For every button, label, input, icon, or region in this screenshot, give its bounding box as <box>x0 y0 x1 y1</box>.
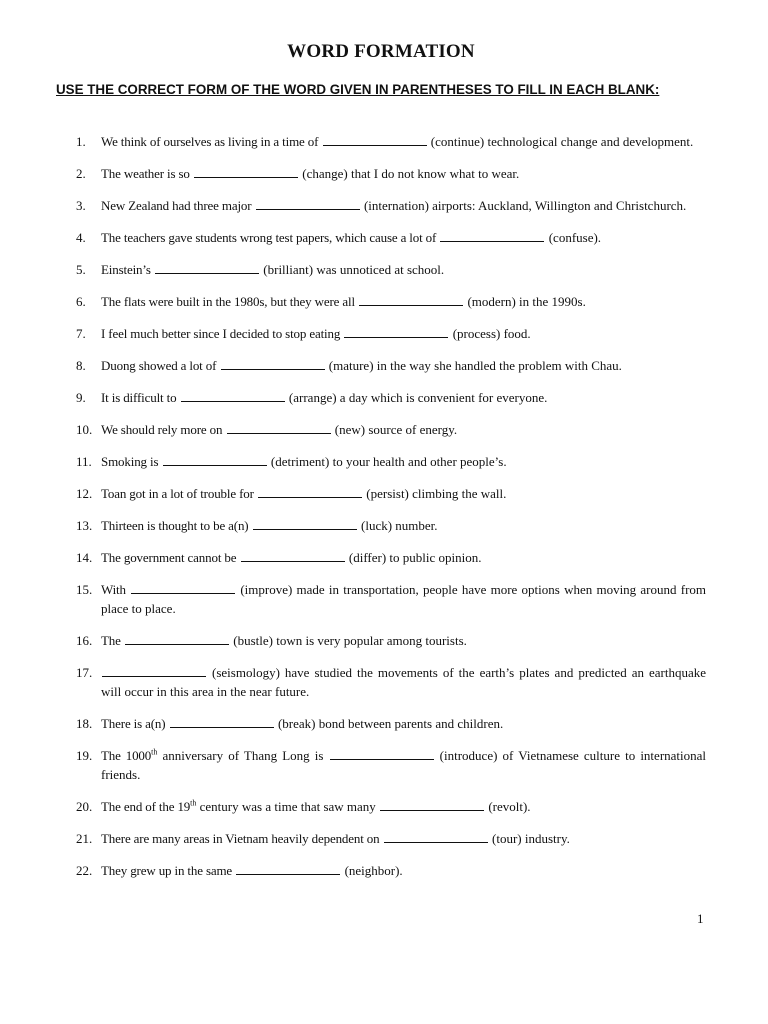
question-number: 21. <box>76 831 93 846</box>
question-suffix: (neighbor). <box>344 863 403 878</box>
question-prefix: With <box>101 582 126 597</box>
question-text <box>101 454 507 469</box>
answer-blank[interactable] <box>241 549 345 562</box>
question-prefix: Thirteen is thought to be a(n) <box>101 518 249 533</box>
answer-blank[interactable] <box>194 165 298 178</box>
answer-blank[interactable] <box>256 197 360 210</box>
instructions-heading: USE THE CORRECT FORM OF THE WORD GIVEN IN PARENTHESES TO FILL IN EACH BLANK: <box>56 82 660 97</box>
question-item <box>56 516 706 535</box>
question-suffix: (mature) in the way she handled the problem with Chau. <box>328 358 622 373</box>
question-prefix: The teachers gave students wrong test papers, which cause a lot of <box>101 230 437 245</box>
answer-blank[interactable] <box>170 715 274 728</box>
answer-blank[interactable] <box>359 293 463 306</box>
question-number: 22. <box>76 863 93 878</box>
question-prefix: We think of ourselves as living in a time of <box>101 134 319 149</box>
answer-blank[interactable] <box>102 664 206 677</box>
answer-blank[interactable] <box>440 229 544 242</box>
question-number: 6. <box>76 294 86 309</box>
question-prefix-continued: century was a time that saw many <box>199 799 376 814</box>
question-prefix: There are many areas in Vietnam heavily dependent on <box>101 831 380 846</box>
question-suffix: (revolt). <box>488 799 531 814</box>
question-text <box>101 486 506 501</box>
question-suffix: (arrange) a day which is convenient for everyone. <box>288 390 548 405</box>
question-number: 10. <box>76 422 93 437</box>
question-number: 18. <box>76 716 93 731</box>
answer-blank[interactable] <box>125 632 229 645</box>
question-suffix: (new) source of energy. <box>334 422 458 437</box>
question-number: 13. <box>76 518 93 533</box>
question-item <box>56 548 706 567</box>
question-number: 19. <box>76 748 93 763</box>
question-text <box>101 262 444 277</box>
question-item <box>56 356 706 375</box>
answer-blank[interactable] <box>163 453 267 466</box>
question-suffix: (break) bond between parents and children. <box>277 716 504 731</box>
question-suffix: (seismology) have studied the movements of the earth’s plates and predicted an earthquake will occur in this area in the near future. <box>101 665 707 699</box>
answer-blank[interactable] <box>258 485 362 498</box>
question-number: 16. <box>76 633 93 648</box>
question-prefix: There is a(n) <box>101 716 166 731</box>
question-item <box>56 452 706 471</box>
question-text <box>101 863 403 878</box>
question-prefix: New Zealand had three major <box>101 198 252 213</box>
question-item <box>56 861 706 880</box>
question-prefix: They grew up in the same <box>101 863 233 878</box>
question-text <box>101 748 706 782</box>
answer-blank[interactable] <box>236 862 340 875</box>
question-number: 12. <box>76 486 93 501</box>
answer-blank[interactable] <box>330 747 434 760</box>
answer-blank[interactable] <box>221 357 325 370</box>
question-suffix: (continue) technological change and development. <box>430 134 694 149</box>
question-number: 2. <box>76 166 86 181</box>
question-list <box>56 132 706 893</box>
question-text <box>101 294 586 309</box>
question-text <box>101 633 467 648</box>
question-text <box>101 134 693 149</box>
question-number: 14. <box>76 550 93 565</box>
answer-blank[interactable] <box>181 389 285 402</box>
question-item <box>56 388 706 407</box>
question-prefix-continued: anniversary of Thang Long is <box>162 748 324 763</box>
question-text <box>101 665 706 699</box>
question-suffix: (change) that I do not know what to wear. <box>302 166 520 181</box>
question-text <box>101 390 547 405</box>
question-suffix: (modern) in the 1990s. <box>467 294 586 309</box>
ordinal-superscript: th <box>151 747 158 757</box>
question-text <box>101 230 601 245</box>
question-item <box>56 580 706 618</box>
question-text <box>101 582 706 616</box>
question-item <box>56 714 706 733</box>
question-item <box>56 260 706 279</box>
question-number: 17. <box>76 665 93 680</box>
question-item <box>56 484 706 503</box>
question-number: 7. <box>76 326 86 341</box>
question-text <box>101 166 519 181</box>
question-prefix: The flats were built in the 1980s, but they were all <box>101 294 355 309</box>
question-prefix: Duong showed a lot of <box>101 358 217 373</box>
page-title: WORD FORMATION <box>287 41 475 62</box>
question-number: 15. <box>76 582 93 597</box>
question-text <box>101 358 622 373</box>
question-number: 9. <box>76 390 86 405</box>
page-number: 1 <box>697 911 704 926</box>
question-text <box>101 422 457 437</box>
question-prefix: The <box>101 633 121 648</box>
question-item <box>56 829 706 848</box>
question-item <box>56 324 706 343</box>
ordinal-superscript: th <box>190 798 197 808</box>
question-number: 5. <box>76 262 86 277</box>
question-prefix: We should rely more on <box>101 422 223 437</box>
question-prefix: I feel much better since I decided to stop eating <box>101 326 341 341</box>
question-item <box>56 132 706 151</box>
question-item <box>56 228 706 247</box>
question-prefix: The government cannot be <box>101 550 237 565</box>
question-item <box>56 797 706 816</box>
question-suffix: (internation) airports: Auckland, Willington and Christchurch. <box>363 198 687 213</box>
question-number: 11. <box>76 454 92 469</box>
question-suffix: (bustle) town is very popular among tourists. <box>233 633 467 648</box>
question-prefix: Smoking is <box>101 454 159 469</box>
question-text <box>101 550 482 565</box>
question-suffix: (brilliant) was unnoticed at school. <box>263 262 445 277</box>
question-text <box>101 198 686 213</box>
question-suffix: (tour) industry. <box>492 831 570 846</box>
question-number: 3. <box>76 198 86 213</box>
question-item <box>56 196 706 215</box>
answer-blank[interactable] <box>227 421 331 434</box>
question-suffix: (detriment) to your health and other people’s. <box>270 454 507 469</box>
question-item <box>56 631 706 650</box>
question-prefix: Toan got in a lot of trouble for <box>101 486 254 501</box>
question-suffix: (differ) to public opinion. <box>348 550 482 565</box>
answer-blank[interactable] <box>155 261 259 274</box>
answer-blank[interactable] <box>344 325 448 338</box>
question-text <box>101 326 531 341</box>
question-item <box>56 746 706 784</box>
answer-blank[interactable] <box>380 798 484 811</box>
question-prefix: The end of the 19 <box>101 799 191 814</box>
question-prefix: The 1000 <box>101 748 152 763</box>
question-suffix: (introduce) of Vietnamese culture to international friends. <box>101 748 707 782</box>
question-suffix: (process) food. <box>452 326 531 341</box>
question-suffix: (persist) climbing the wall. <box>366 486 507 501</box>
question-prefix: Einstein’s <box>101 262 151 277</box>
question-suffix: (luck) number. <box>361 518 438 533</box>
answer-blank[interactable] <box>253 517 357 530</box>
question-text <box>101 799 531 814</box>
answer-blank[interactable] <box>323 133 427 146</box>
answer-blank[interactable] <box>131 581 235 594</box>
question-prefix: The weather is so <box>101 166 190 181</box>
question-suffix: (improve) made in transportation, people have more options when moving around from place to place. <box>101 582 707 616</box>
question-text <box>101 716 503 731</box>
question-item <box>56 292 706 311</box>
question-number: 8. <box>76 358 86 373</box>
question-number: 4. <box>76 230 86 245</box>
question-text <box>101 518 438 533</box>
question-text <box>101 831 570 846</box>
question-number: 20. <box>76 799 93 814</box>
question-item <box>56 663 706 701</box>
question-item <box>56 420 706 439</box>
question-suffix: (confuse). <box>548 230 602 245</box>
question-item <box>56 164 706 183</box>
answer-blank[interactable] <box>384 830 488 843</box>
question-prefix: It is difficult to <box>101 390 177 405</box>
question-number: 1. <box>76 134 86 149</box>
